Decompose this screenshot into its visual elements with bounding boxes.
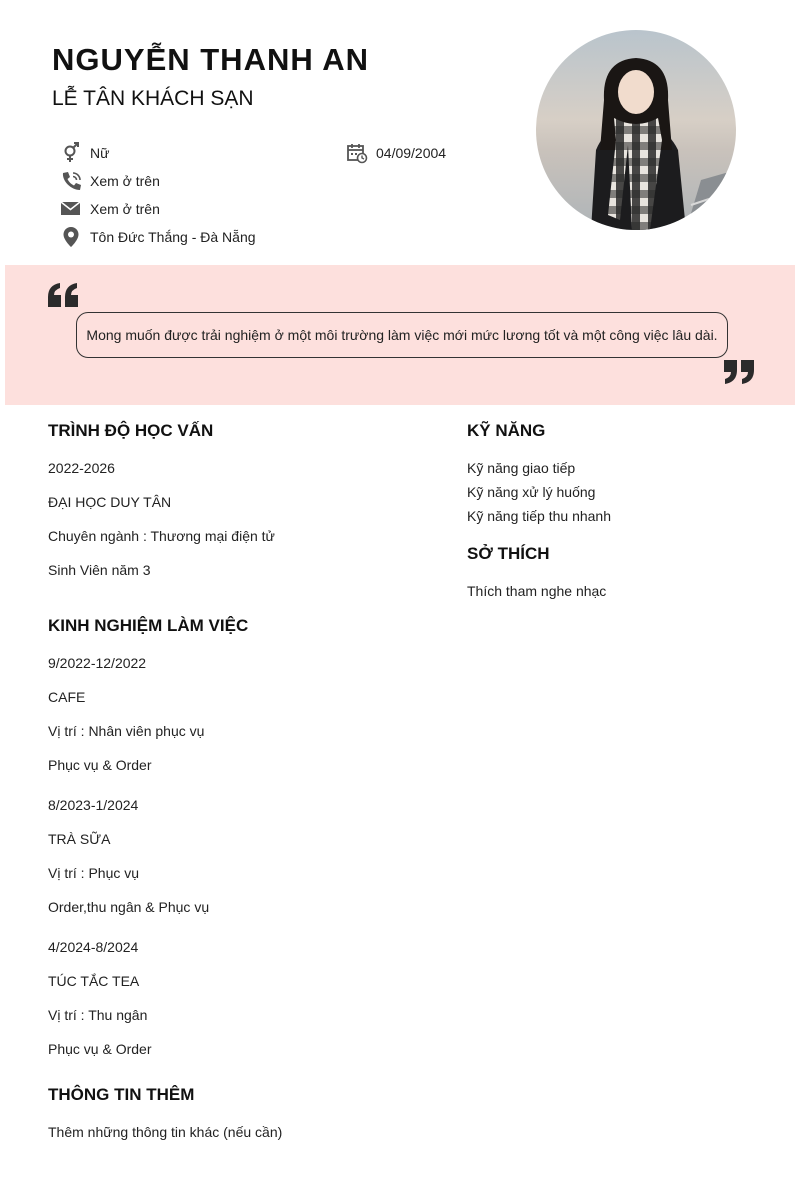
job-company: TÚC TẮC TEA [48,973,140,989]
career-objective: Mong muốn được trải nghiệm ở một môi trường làm việc mới mức lương tốt và một công việc lâu dài. [76,312,728,358]
job-duties: Order,thu ngân & Phục vụ [48,899,210,915]
location-pin-icon [60,226,82,248]
job-duties: Phục vụ & Order [48,1041,152,1057]
job-duties: Phục vụ & Order [48,757,152,773]
calendar-icon [346,142,368,164]
email-value: Xem ở trên [90,201,160,217]
quote-close-icon [722,358,758,391]
email-row [60,198,160,220]
profile-photo [536,30,736,230]
hobbies-heading: SỞ THÍCH [467,544,550,563]
skills-heading: KỸ NĂNG [467,421,546,440]
address-value: Tôn Đức Thắng - Đà Nẵng [90,229,256,245]
education-heading: TRÌNH ĐỘ HỌC VẤN [48,421,214,440]
job-period: 8/2023-1/2024 [48,797,139,813]
job-period: 9/2022-12/2022 [48,655,147,671]
gender-row [60,142,109,164]
job-position: Vị trí : Nhân viên phục vụ [48,723,205,739]
experience-heading: KINH NGHIỆM LÀM VIỆC [48,616,249,635]
skill-item: Kỹ năng tiếp thu nhanh [467,508,612,524]
job-position: Vị trí : Phục vụ [48,865,140,881]
job-position: Vị trí : Thu ngân [48,1007,148,1023]
skill-item: Kỹ năng giao tiếp [467,460,576,476]
gender-value: Nữ [90,145,110,161]
phone-row [60,170,160,192]
gender-icon [60,142,82,164]
education-major: Chuyên ngành : Thương mại điện tử [48,528,275,544]
job-company: CAFE [48,689,86,705]
quote-open-icon [46,281,82,314]
education-period: 2022-2026 [48,460,115,476]
job-period: 4/2024-8/2024 [48,939,139,955]
education-school: ĐẠI HỌC DUY TÂN [48,494,172,510]
phone-icon [60,170,82,192]
desired-position: LỄ TÂN KHÁCH SẠN [52,87,254,110]
envelope-icon [60,198,82,220]
hobby-item: Thích tham nghe nhạc [467,583,607,599]
address-row [60,226,256,248]
birthdate-row [346,142,446,164]
extra-info-heading: THÔNG TIN THÊM [48,1085,195,1104]
job-company: TRÀ SỮA [48,831,111,847]
birthdate-value: 04/09/2004 [376,145,447,161]
skill-item: Kỹ năng xử lý huống [467,484,596,500]
extra-info-text: Thêm những thông tin khác (nếu cần) [48,1124,283,1140]
education-status: Sinh Viên năm 3 [48,562,151,578]
phone-value: Xem ở trên [90,173,160,189]
candidate-name: NGUYỄN THANH AN [52,42,369,77]
